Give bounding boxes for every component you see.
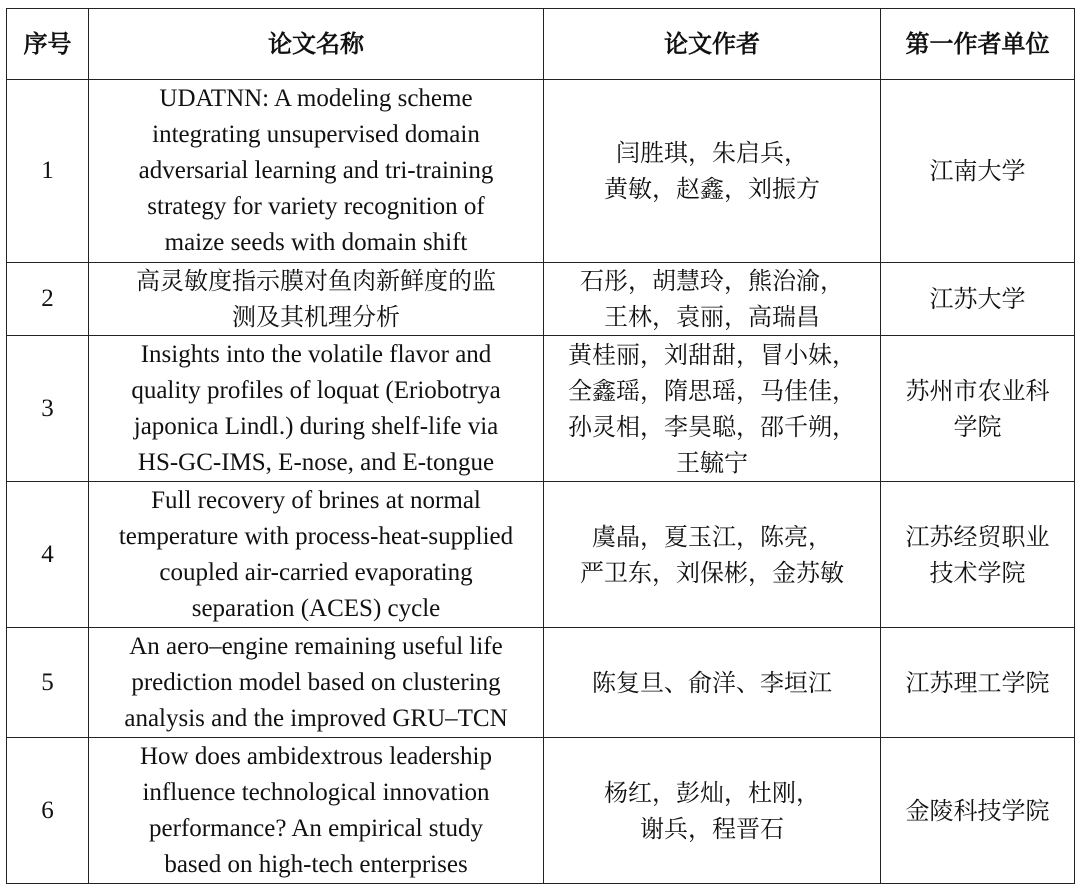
table-row <box>7 628 1075 738</box>
table-row <box>7 263 1075 336</box>
author-line: 杨红，彭灿，杜刚， <box>604 778 820 807</box>
paper-title <box>89 482 544 628</box>
paper-title-line: analysis and the improved GRU–TCN <box>124 704 508 732</box>
author-line: 严卫东，刘保彬，金苏敏 <box>580 558 844 587</box>
row-index: 1 <box>7 80 89 263</box>
paper-title <box>89 628 544 738</box>
paper-title-line: Full recovery of brines at normal <box>151 486 481 514</box>
paper-title-line: Insights into the volatile flavor and <box>140 340 492 368</box>
author-line: 闫胜琪，朱启兵， <box>616 139 808 167</box>
paper-title-line: maize seeds with domain shift <box>164 229 468 256</box>
paper-title-line: An aero–engine remaining useful life <box>129 632 503 660</box>
author-line: 谢兵，程晋石 <box>640 814 784 843</box>
affiliation-line: 金陵科技学院 <box>905 796 1050 825</box>
affiliation-line: 江苏大学 <box>929 285 1026 313</box>
author-line: 王林，袁丽，高瑞昌 <box>604 303 820 331</box>
paper-title <box>89 336 544 482</box>
row-index: 6 <box>7 738 89 884</box>
header-affiliation: 第一作者单位 <box>881 9 1075 80</box>
papers-table <box>6 8 1075 884</box>
paper-title-line: influence technological innovation <box>142 778 490 806</box>
table-row <box>7 80 1075 263</box>
author-line: 虞晶，夏玉江，陈亮， <box>592 522 832 551</box>
author-line: 黄桂丽，刘甜甜，冒小妹， <box>568 340 856 369</box>
affiliation-line: 技术学院 <box>929 558 1026 587</box>
row-index: 5 <box>7 628 89 738</box>
paper-title-line: How does ambidextrous leadership <box>139 742 492 770</box>
table-row <box>7 482 1075 628</box>
paper-authors <box>544 263 881 336</box>
paper-title <box>89 263 544 336</box>
paper-authors <box>544 482 881 628</box>
first-author-affiliation <box>881 628 1075 738</box>
first-author-affiliation <box>881 263 1075 336</box>
first-author-affiliation <box>881 738 1075 884</box>
paper-title-line: prediction model based on clustering <box>131 668 501 696</box>
paper-title-line: strategy for variety recognition of <box>147 193 485 220</box>
row-index: 3 <box>7 336 89 482</box>
paper-authors <box>544 628 881 738</box>
author-line: 黄敏，赵鑫，刘振方 <box>604 175 820 203</box>
paper-title-line: separation (ACES) cycle <box>191 594 441 622</box>
author-line: 陈复旦、俞洋、李垣江 <box>592 668 832 697</box>
affiliation-line: 江南大学 <box>929 157 1026 185</box>
header-row <box>7 9 1075 80</box>
header-authors: 论文作者 <box>544 9 881 80</box>
author-line: 石彤，胡慧玲，熊治渝， <box>580 267 844 295</box>
paper-title <box>89 738 544 884</box>
paper-title-line: UDATNN: A modeling scheme <box>159 85 473 112</box>
table-row <box>7 738 1075 884</box>
paper-title-line: coupled air-carried evaporating <box>159 558 473 586</box>
first-author-affiliation <box>881 482 1075 628</box>
paper-title-line: HS-GC-IMS, E-nose, and E-tongue <box>137 448 495 476</box>
paper-authors <box>544 336 881 482</box>
first-author-affiliation <box>881 80 1075 263</box>
affiliation-line: 学院 <box>953 412 1002 441</box>
table-row <box>7 336 1075 482</box>
header-index: 序号 <box>7 9 89 80</box>
affiliation-line: 江苏理工学院 <box>905 668 1050 697</box>
affiliation-line: 苏州市农业科 <box>905 376 1050 405</box>
row-index: 4 <box>7 482 89 628</box>
paper-title-line: 测及其机理分析 <box>232 303 400 331</box>
paper-title-line: based on high-tech enterprises <box>164 850 468 878</box>
affiliation-line: 江苏经贸职业 <box>905 522 1050 551</box>
paper-title-line: quality profiles of loquat (Eriobotrya <box>131 376 501 404</box>
paper-authors <box>544 738 881 884</box>
author-line: 王毓宁 <box>676 448 748 477</box>
paper-title-line: performance? An empirical study <box>149 814 483 842</box>
row-index: 2 <box>7 263 89 336</box>
paper-title <box>89 80 544 263</box>
header-title: 论文名称 <box>89 9 544 80</box>
author-line: 全鑫瑶，隋思瑶，马佳佳， <box>568 376 856 405</box>
first-author-affiliation <box>881 336 1075 482</box>
paper-title-line: 高灵敏度指示膜对鱼肉新鲜度的监 <box>136 267 496 295</box>
paper-authors <box>544 80 881 263</box>
author-line: 孙灵相，李昊聪，邵千朔， <box>568 412 856 441</box>
paper-title-line: integrating unsupervised domain <box>152 121 480 148</box>
paper-title-line: temperature with process-heat-supplied <box>118 522 514 550</box>
paper-title-line: japonica Lindl.) during shelf-life via <box>133 412 499 440</box>
paper-title-line: adversarial learning and tri-training <box>138 157 494 184</box>
